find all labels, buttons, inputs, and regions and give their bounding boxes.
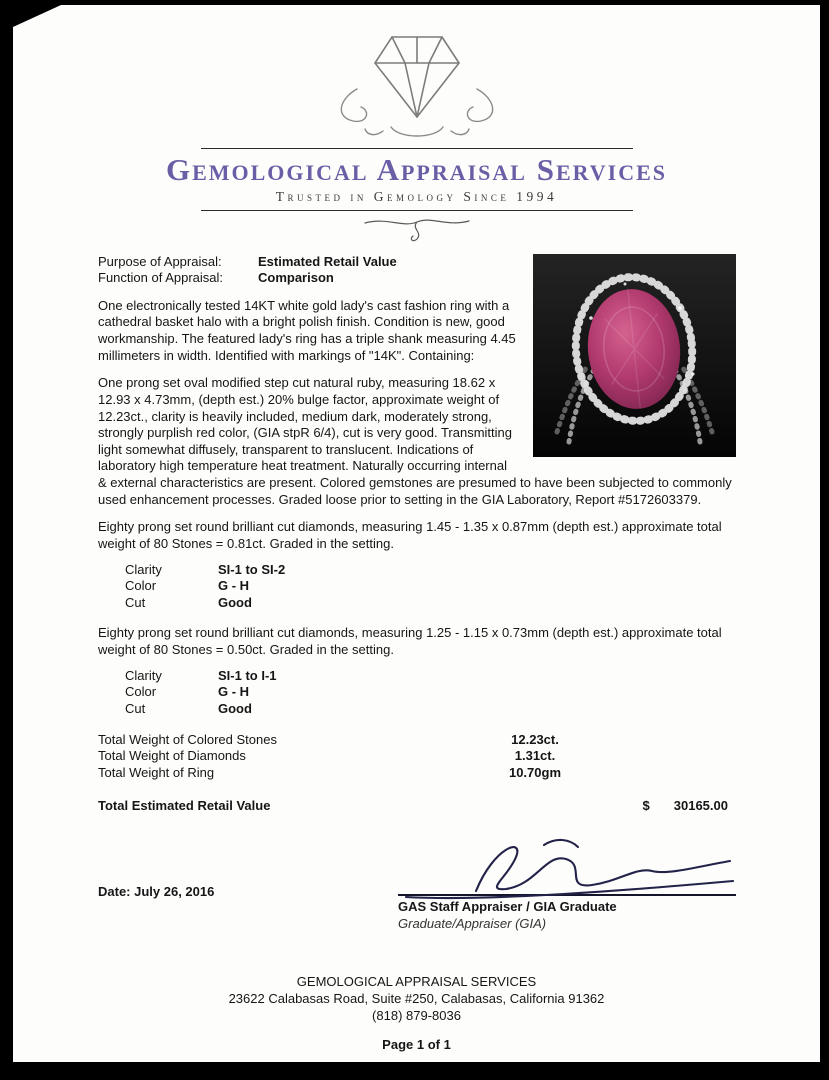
- organization-tagline: Trusted in Gemology Since 1994: [275, 188, 558, 204]
- document-footer: [13, 974, 820, 1054]
- total-diamonds-label: Total Weight of Diamonds: [98, 748, 246, 764]
- signature-block: [398, 835, 736, 932]
- appraiser-subtitle: Graduate/Appraiser (GIA): [398, 915, 547, 931]
- function-label: Function of Appraisal:: [98, 270, 224, 286]
- scan-corner-artifact: [13, 5, 61, 27]
- retail-value-row: [98, 798, 736, 815]
- ornament-area: [13, 216, 820, 242]
- clarity-value: SI-1 to SI-2: [218, 561, 286, 577]
- footer-org-name: GEMOLOGICAL APPRAISAL SERVICES: [296, 974, 537, 990]
- grade-row: [125, 684, 736, 701]
- purpose-label: Purpose of Appraisal:: [98, 253, 222, 269]
- cut-value: Good: [218, 700, 252, 716]
- ring-description-paragraph: One electronically tested 14KT white gold lady's cast fashion ring with a cathedral basket halo with a bright polish finish. Condition is new, good workmanship. The featured lady's ring has a triple shank measuring 4.45 millimeters in width. Identified with markings of "14K". Containing:: [98, 297, 516, 363]
- grade-row: [125, 668, 736, 685]
- grade-row: [125, 562, 736, 579]
- total-diamonds-row: [98, 748, 736, 765]
- flourish-ornament-icon: [347, 216, 487, 242]
- retail-value: 30165.00: [673, 798, 728, 814]
- cut-value: Good: [218, 594, 252, 610]
- signature-section: [98, 835, 736, 932]
- purpose-row: [98, 254, 517, 271]
- retail-amount: [643, 798, 736, 815]
- ring-photo: [533, 254, 736, 457]
- grade-row: [125, 701, 736, 718]
- ruby-description-paragraph: One prong set oval modified step cut natural ruby, measuring 18.62 x 12.93 x 4.73mm, (depth est.) 20% bulge factor, approximate weight of 12.23ct., clarity is heavily included, medium dark, moderately strong, strongly purplish red color, (GIA stpR 6/4), cut is very good. Transmitting light somewhat diffusely, transparent to translucent. Indications of laboratory high temperature heat treatment. Naturally occurring internal & external characteristics are present. Colored gemstones are presumed to have been subjected to commonly used enhancement processes. Graded loose prior to setting in the GIA Laboratory, Report #5172603379.: [98, 375, 732, 507]
- appraisal-document: [13, 5, 820, 1062]
- document-body: [98, 254, 736, 933]
- total-colored-stones-value: 12.23ct.: [511, 731, 559, 747]
- footer-phone: (818) 879-8036: [372, 1008, 461, 1024]
- clarity-value: SI-1 to I-1: [218, 667, 277, 683]
- diamond-logo-icon: [287, 31, 547, 143]
- function-row: [98, 270, 517, 287]
- page-number: Page 1 of 1: [382, 1037, 451, 1053]
- appraiser-signature-icon: [398, 835, 736, 903]
- total-ring-weight-value: 10.70gm: [508, 764, 562, 780]
- document-header: [13, 5, 820, 242]
- total-colored-stones-label: Total Weight of Colored Stones: [98, 731, 277, 747]
- color-label: Color: [125, 578, 157, 594]
- grade-row: [125, 595, 736, 612]
- total-ring-weight-row: [98, 765, 736, 782]
- footer-address: 23622 Calabasas Road, Suite #250, Calabasas, California 91362: [228, 991, 605, 1007]
- ruby-ring-image: [533, 254, 736, 457]
- total-colored-stones-row: [98, 732, 736, 749]
- color-value: G - H: [218, 684, 250, 700]
- color-value: G - H: [218, 578, 250, 594]
- color-label: Color: [125, 684, 157, 700]
- grade-row: [125, 578, 736, 595]
- diamonds-small-paragraph: Eighty prong set round brilliant cut diamonds, measuring 1.25 - 1.15 x 0.73mm (depth est.) approximate total weight of 80 Stones = 0.50ct. Graded in the setting.: [98, 625, 722, 658]
- diamonds-large-paragraph: Eighty prong set round brilliant cut diamonds, measuring 1.45 - 1.35 x 0.87mm (depth est.) approximate total weight of 80 Stones = 0.81ct. Graded in the setting.: [98, 519, 722, 551]
- organization-name: Gemological Appraisal Services: [165, 152, 668, 187]
- function-value: Comparison: [258, 270, 334, 286]
- retail-value-label: Total Estimated Retail Value: [98, 798, 271, 814]
- clarity-label: Clarity: [125, 561, 162, 577]
- total-diamonds-value: 1.31ct.: [514, 748, 556, 764]
- logo-area: [13, 31, 820, 143]
- appraisal-date: Date: July 26, 2016: [98, 883, 215, 899]
- header-rule-bottom: [201, 210, 633, 211]
- cut-label: Cut: [125, 594, 146, 610]
- purpose-value: Estimated Retail Value: [258, 253, 397, 269]
- clarity-label: Clarity: [125, 667, 162, 683]
- currency-symbol: $: [642, 798, 650, 814]
- total-ring-weight-label: Total Weight of Ring: [98, 764, 215, 780]
- appraiser-title: GAS Staff Appraiser / GIA Graduate: [398, 894, 736, 916]
- totals-section: [98, 732, 736, 782]
- grading-table-2: [125, 668, 736, 718]
- header-rule-top: [201, 148, 633, 149]
- grading-table-1: [125, 562, 736, 612]
- cut-label: Cut: [125, 700, 146, 716]
